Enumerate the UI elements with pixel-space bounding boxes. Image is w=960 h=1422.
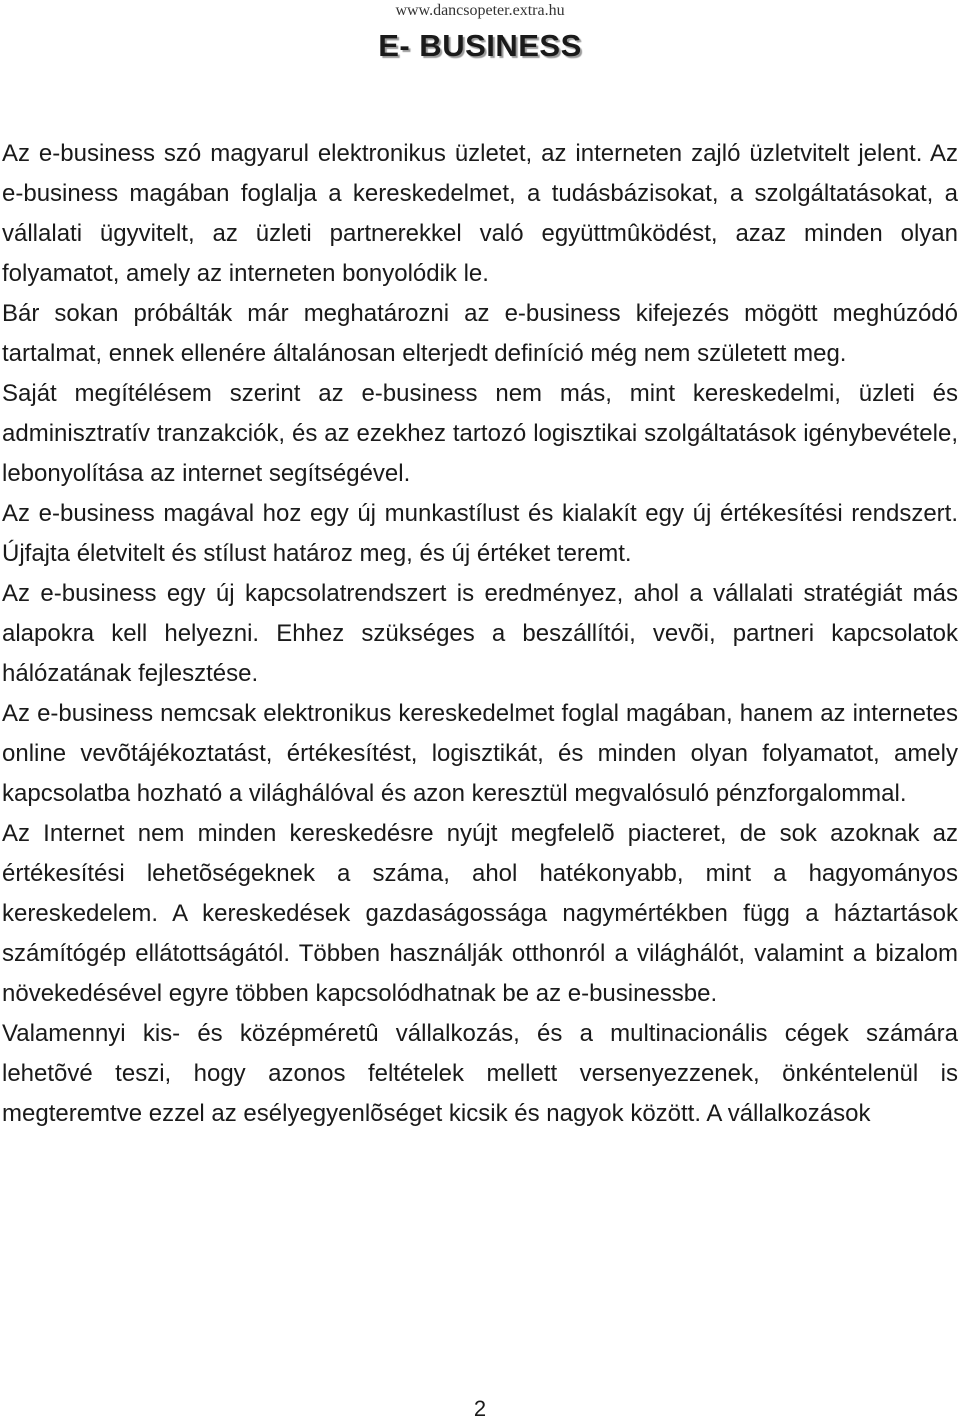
document-body [2, 134, 958, 1134]
paragraph-own-view: Saját megítélésem szerint az e-business nem más, mint kereskedelmi, üzleti és adminisztratív tranzakciók, és az ezekhez tartozó logisztikai szolgáltatások igénybevétele, lebonyolítása az internet segítségével. [2, 380, 958, 487]
paragraph-enterprises: Valamennyi kis- és középméretû vállalkozás, és a multinacionális cégek számára lehetõvé teszi, hogy azonos feltételek mellett versenyezzenek, önkéntelenül is megteremtve ezzel az esélyegyenlõséget kicsik és nagyok között. A vállalkozások [2, 1020, 958, 1127]
paragraph-definition: Az e-business szó magyarul elektronikus üzletet, az interneten zajló üzletvitelt jelent. Az e-business magában foglalja a kereskedelmet, a tudásbázisokat, a szolgáltatásokat, a vállalati ügyvitelt, az üzleti partnerekkel való együttmûködést, azaz minden olyan folyamatot, amely az interneten bonyolódik le. [2, 140, 958, 287]
paragraph-not-only-commerce: Az e-business nemcsak elektronikus kereskedelmet foglal magában, hanem az internetes online vevõtájékoztatást, értékesítést, logisztikát, és minden olyan folyamatot, amely kapcsolatba hozható a világhálóval és azon keresztül megvalósuló pénzforgalommal. [2, 700, 958, 807]
page-number: 2 [473, 1396, 487, 1421]
page-title: E- BUSINESS [378, 28, 582, 63]
paragraph-new-style: Az e-business magával hoz egy új munkastílust és kialakít egy új értékesítési rendszert. Újfajta életvitelt és stílust határoz meg, és új értéket teremt. [2, 500, 958, 567]
paragraph-internet-market: Az Internet nem minden kereskedésre nyújt megfelelõ piacteret, de sok azoknak az értékesítési lehetõségeknek a száma, ahol hatékonyabb, mint a hagyományos kereskedelem. A kereskedések gazdaságossága nagymértékben függ a háztartások számítógép ellátottságától. Többen használják otthonról a világhálót, valamint a bizalom növekedésével egyre többen kapcsolódhatnak be az e-businessbe. [2, 820, 958, 1007]
paragraph-relationships: Az e-business egy új kapcsolatrendszert is eredményez, ahol a vállalati stratégiát más alapokra kell helyezni. Ehhez szükséges a beszállítói, vevõi, partneri kapcsolatok hálózatának fejlesztése. [2, 580, 958, 687]
site-url: www.dancsopeter.extra.hu [395, 2, 565, 19]
paragraph-attempts: Bár sokan próbálták már meghatározni az e-business kifejezés mögött meghúzódó tartalmat, ennek ellenére általánosan elterjedt definíció még nem született meg. [2, 300, 958, 367]
